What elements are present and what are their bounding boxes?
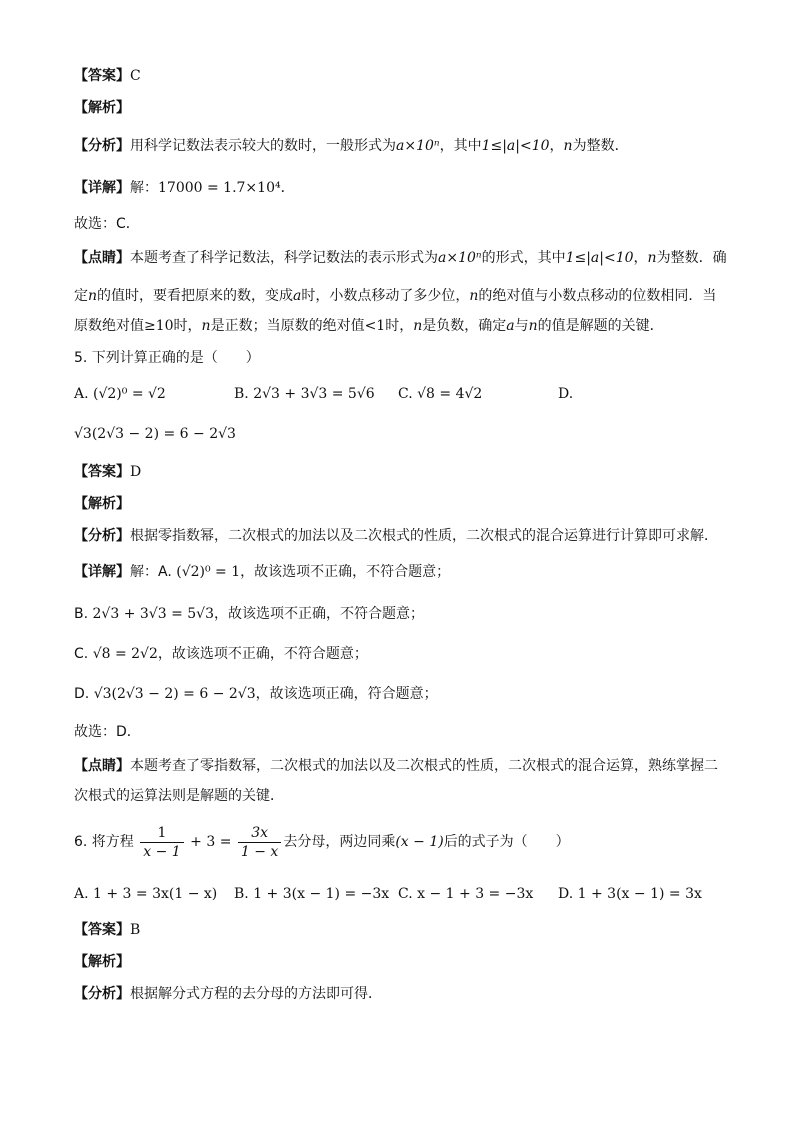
detail-tag: 【详解】	[74, 564, 130, 580]
detail-line-2a	[74, 562, 450, 582]
comment-text: 本题考查了零指数幂，二次根式的加法以及二次根式的性质，二次根式的混合运算，熟练掌握二	[130, 758, 718, 774]
var-n: n	[88, 288, 98, 304]
analyze-text: 为整数．	[572, 138, 629, 154]
q5-option-d-formula: √3(2√3 − 2) = 6 − 2√3	[74, 426, 236, 442]
analyze-text: 根据零指数幂，二次根式的加法以及二次根式的性质，二次根式的混合运算进行计算即可求解．	[130, 528, 718, 544]
analyze-tag: 【分析】	[74, 138, 130, 154]
equation-part: + 3 =	[190, 834, 232, 850]
q6-option-d	[558, 884, 702, 904]
detail-text: 解：A.	[130, 564, 172, 580]
fraction-1	[140, 824, 183, 861]
option-formula: 1 + 3(x − 1) = −3x	[253, 886, 390, 902]
comment-text: 是负数，确定	[422, 318, 507, 334]
comment-line-1	[74, 248, 727, 268]
comment-text: 原数绝对值	[74, 318, 144, 334]
choose-line-1: 故选：C．	[74, 216, 140, 232]
answer-value: C	[130, 68, 141, 84]
fraction-denominator: x − 1	[143, 843, 181, 860]
q6-text: 去分母，两边同乘	[283, 834, 396, 850]
fraction-numerator: 1	[140, 824, 183, 843]
comment-text: 的绝对值与小数点移动的位数相同．当	[478, 288, 717, 304]
option-label: D.	[558, 886, 574, 902]
analyze-text: 用科学记数法表示较大的数时，一般形式为	[130, 138, 396, 154]
analyze-text: 根据解分式方程的去分母的方法即可得．	[130, 986, 382, 1002]
option-label: C.	[398, 386, 413, 402]
var-n: n	[647, 250, 657, 266]
q5-option-c	[398, 384, 482, 404]
var-n: n	[201, 318, 211, 334]
analysis-label: 【解析】	[74, 100, 130, 116]
option-formula: 1 + 3(x − 1) = 3x	[577, 886, 702, 902]
option-formula: √8 = 4√2	[417, 386, 483, 402]
analyze-line-1	[74, 136, 629, 156]
option-label: D.	[558, 386, 574, 402]
option-label: C.	[398, 886, 413, 902]
option-label: A.	[74, 886, 89, 902]
fraction-denominator: 1 − x	[240, 843, 279, 860]
analyze-tag: 【分析】	[74, 528, 130, 544]
detail-line-2d	[74, 684, 438, 704]
detail-line-1	[74, 178, 295, 198]
option-formula: x − 1 + 3 = −3x	[417, 886, 534, 902]
detail-text: ，故该选项不正确，不符合题意；	[240, 564, 451, 580]
comment-text: 的值时，要看把原来的数，变成	[97, 288, 294, 304]
option-label: D.	[74, 686, 90, 702]
comment-text: ，	[633, 250, 648, 266]
answer-tag: 【答案】	[74, 464, 130, 480]
comment-text: 是正数；当原数的绝对值	[210, 318, 365, 334]
fraction-2	[238, 824, 281, 861]
option-label: B.	[234, 886, 249, 902]
condition-formula: 1≤|a|<10	[565, 250, 634, 266]
comment2-line-2: 次根式的运算法则是解题的关键．	[74, 788, 284, 804]
analyze-text: ，其中	[439, 138, 482, 154]
detail-text: 解：	[130, 180, 158, 196]
q6-option-c	[398, 884, 533, 904]
q6-stem	[74, 822, 570, 862]
answer-tag: 【答案】	[74, 922, 130, 938]
q5-stem: 5. 下列计算正确的是（ ）	[74, 350, 260, 366]
detail-formula: (√2)⁰ = 1	[176, 564, 241, 580]
option-formula: (√2)⁰ = √2	[93, 386, 166, 402]
comment-text: 与	[514, 318, 529, 334]
var-n: n	[528, 318, 538, 334]
comment-text: 本题考查了科学记数法，科学记数法的表示形式为	[130, 250, 438, 266]
sci-formula: a×10ⁿ	[438, 250, 482, 266]
analyze-line-3	[74, 984, 382, 1004]
q6-number: 6. 将方程	[74, 834, 134, 850]
factor-formula: (x − 1)	[395, 834, 444, 850]
analyze-line-2	[74, 526, 718, 546]
comment-text: 为整数．确	[656, 250, 727, 266]
var-a: a	[506, 318, 515, 334]
comment2-line-1	[74, 756, 718, 776]
option-label: C.	[74, 646, 89, 662]
q5-option-b	[234, 384, 375, 404]
sci-formula: a×10ⁿ	[396, 138, 440, 154]
detail-tag: 【详解】	[74, 180, 130, 196]
detail-text: ．	[280, 180, 295, 196]
analyze-text: ，	[549, 138, 564, 154]
fraction-numerator: 3x	[238, 824, 281, 843]
answer-line-3	[74, 920, 140, 940]
q5-option-a	[74, 384, 166, 404]
analysis-label: 【解析】	[74, 954, 130, 970]
comment-line-3	[74, 316, 664, 336]
comment-text: 时，	[385, 318, 414, 334]
answer-value: D	[130, 464, 142, 480]
answer-tag: 【答案】	[74, 68, 130, 84]
answer-line-2	[74, 462, 141, 482]
detail-formula: 17000 = 1.7×10⁴	[158, 180, 281, 196]
comment-text: 定	[74, 288, 88, 304]
comment-line-2	[74, 286, 716, 306]
condition-formula: 1≤|a|<10	[481, 138, 550, 154]
comment-text: 时，	[173, 318, 202, 334]
comment-tag: 【点睛】	[74, 758, 130, 774]
var-n: n	[469, 288, 479, 304]
option-label: B.	[74, 606, 89, 622]
detail-text: ，故该选项不正确，不符合题意；	[213, 606, 424, 622]
option-formula: 1 + 3 = 3x(1 − x)	[93, 886, 218, 902]
q6-text: 后的式子为（ ）	[443, 834, 570, 850]
choose-line-2: 故选：D．	[74, 724, 141, 740]
option-label: A.	[74, 386, 89, 402]
option-formula: 2√3 + 3√3 = 5√6	[253, 386, 375, 402]
detail-text: ，故该选项正确，符合题意；	[255, 686, 438, 702]
analysis-label: 【解析】	[74, 496, 130, 512]
answer-value: B	[130, 922, 141, 938]
analyze-tag: 【分析】	[74, 986, 130, 1002]
inequality: ≥10	[144, 318, 174, 334]
q5-option-d	[558, 384, 573, 404]
q6-option-a	[74, 884, 217, 904]
var-a: a	[293, 288, 302, 304]
q6-option-b	[234, 884, 389, 904]
comment-text: 时，小数点移动了多少位，	[301, 288, 470, 304]
comment-tag: 【点睛】	[74, 250, 130, 266]
detail-line-2b	[74, 604, 424, 624]
var-n: n	[413, 318, 423, 334]
detail-formula: 2√3 + 3√3 = 5√3	[92, 606, 214, 622]
detail-text: ，故该选项不正确，不符合题意；	[157, 646, 368, 662]
option-label: B.	[234, 386, 249, 402]
var-n: n	[563, 138, 573, 154]
detail-line-2c	[74, 644, 368, 664]
detail-formula: √3(2√3 − 2) = 6 − 2√3	[93, 686, 256, 702]
detail-formula: √8 = 2√2	[92, 646, 158, 662]
comment-text: 的值是解题的关键．	[537, 318, 664, 334]
answer-line-1	[74, 66, 141, 86]
inequality: <1	[364, 318, 386, 334]
comment-text: 的形式，其中	[481, 250, 566, 266]
